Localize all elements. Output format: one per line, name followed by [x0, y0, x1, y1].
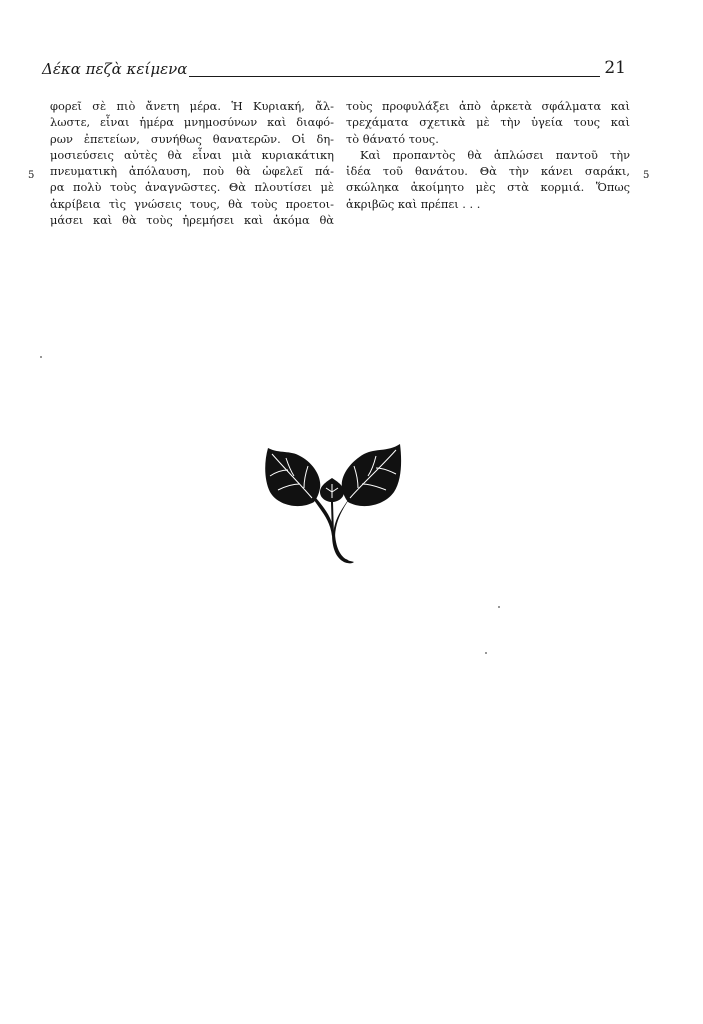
text-line: φορεῖ σὲ πιὸ ἄνετη μέρα. Ἡ Κυριακή, ἄλ-	[50, 99, 334, 113]
text-line: μάσει καὶ θὰ τοὺς ἠρεμήσει καὶ ἀκόμα θὰ	[50, 213, 334, 228]
text-line: Καὶ προπαντὸς θὰ ἁπλώσει παντοῦ τὴν	[360, 147, 630, 162]
line-number-right: 5	[643, 170, 650, 181]
text-line: μοσιεύσεις αὐτὲς θὰ εἶναι μιὰ κυριακάτικη	[50, 147, 334, 162]
text-line: ρων ἐπετείων, συνήθως θανατερῶν. Οἱ δη-	[50, 131, 334, 146]
text-line: ἀκρίβεια τὶς γνώσεις τους, θὰ τοὺς προετοι-	[50, 196, 334, 211]
text-line: σκώληκα ἀκοίμητο μὲς στὰ κορμιά. Ὅπως	[346, 180, 630, 195]
page-number: 21	[604, 58, 626, 78]
running-header	[42, 60, 626, 82]
text-line: πνευματικὴ ἀπόλαυση, ποὺ θὰ ὠφελεῖ πά-	[50, 164, 334, 179]
running-title: Δέκα πεζὰ κείμενα	[42, 60, 188, 78]
speck	[485, 652, 487, 654]
speck	[40, 356, 42, 358]
text-line: τοὺς προφυλάξει ἀπὸ ἀρκετὰ σφάλματα καὶ	[346, 99, 630, 113]
text-line: λωστε, εἶναι ἡμέρα μνημοσύνων καὶ διαφό-	[50, 115, 334, 130]
right-text-column	[346, 98, 630, 212]
text-line: ἰδέα τοῦ θανάτου. Θὰ τὴν κάνει σαράκι,	[346, 164, 630, 179]
text-line: ρα πολὺ τοὺς ἀναγνῶστες. Θὰ πλουτίσει μὲ	[50, 180, 334, 195]
text-line: τρεχάματα σχετικὰ μὲ τὴν ὑγεία τους καὶ	[346, 115, 630, 130]
text-line: τὸ θάνατό τους.	[346, 131, 439, 146]
ivy-leaves-ornament-icon	[256, 440, 408, 572]
speck	[498, 606, 500, 608]
line-number-left: 5	[28, 170, 35, 181]
left-text-column	[50, 98, 334, 228]
text-line: ἀκριβῶς καὶ πρέπει . . .	[346, 196, 481, 211]
